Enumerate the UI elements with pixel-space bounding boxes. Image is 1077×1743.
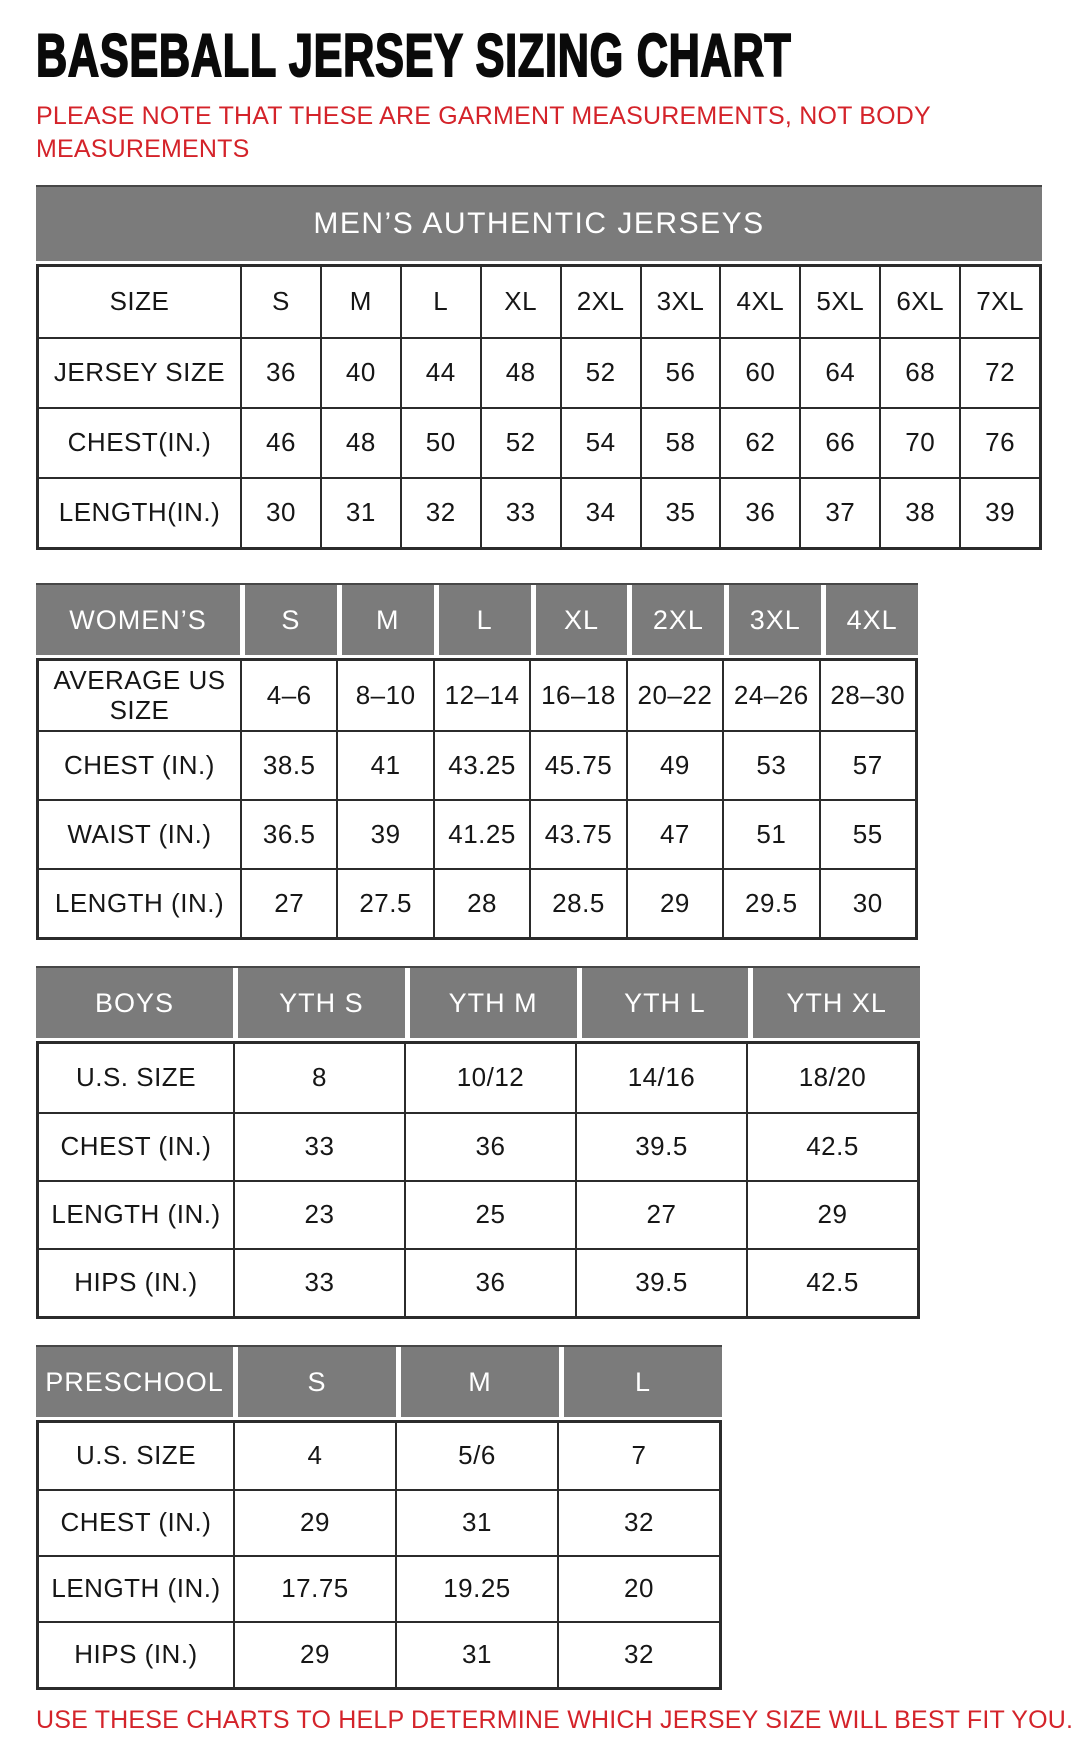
size-cell: 32 bbox=[557, 1491, 719, 1555]
size-cell: 28–30 bbox=[819, 661, 915, 730]
size-cell: 50 bbox=[400, 409, 480, 477]
womens-table-body bbox=[36, 658, 918, 940]
size-cell: 60 bbox=[719, 339, 799, 407]
size-cell: 41.25 bbox=[433, 801, 529, 868]
size-cell: 44 bbox=[400, 339, 480, 407]
size-cell: 53 bbox=[722, 732, 818, 799]
header-label-cell: BOYS bbox=[36, 968, 233, 1038]
row-cells bbox=[240, 409, 1039, 477]
table-row bbox=[39, 1248, 917, 1316]
size-cell: 48 bbox=[480, 339, 560, 407]
row-label: LENGTH (IN.) bbox=[54, 887, 225, 918]
size-cell: 66 bbox=[799, 409, 879, 477]
size-cell: 8–10 bbox=[336, 661, 432, 730]
row-cells bbox=[233, 1044, 917, 1112]
size-cell: 33 bbox=[233, 1114, 404, 1180]
size-cell: 5XL bbox=[799, 267, 879, 337]
row-cells bbox=[240, 801, 915, 868]
header-label-cell: PRESCHOOL bbox=[36, 1347, 233, 1417]
size-cell: 5/6 bbox=[395, 1423, 557, 1489]
size-cell: 37 bbox=[799, 479, 879, 547]
mens-size-table bbox=[36, 185, 1042, 550]
table-row bbox=[39, 267, 1039, 337]
size-cell: 20–22 bbox=[626, 661, 722, 730]
header-size-cell: L bbox=[564, 1347, 722, 1417]
size-cell: 36.5 bbox=[240, 801, 336, 868]
row-label: JERSEY SIZE bbox=[53, 357, 226, 388]
size-cell: 36 bbox=[404, 1114, 575, 1180]
size-cell: 29.5 bbox=[722, 870, 818, 937]
row-cells bbox=[240, 870, 915, 937]
size-cell: L bbox=[400, 267, 480, 337]
table-row bbox=[39, 730, 915, 799]
size-cell: 36 bbox=[240, 339, 320, 407]
row-cells bbox=[233, 1250, 917, 1316]
size-cell: 27.5 bbox=[336, 870, 432, 937]
garment-measurements-note: PLEASE NOTE THAT THESE ARE GARMENT MEASUREMENTS, NOT BODY MEASUREMENTS bbox=[36, 102, 931, 163]
size-cell: 52 bbox=[560, 339, 640, 407]
footer-advice-text: USE THESE CHARTS TO HELP DETERMINE WHICH JERSEY SIZE WILL BEST FIT YOU. bbox=[36, 1706, 1074, 1734]
size-cell: 33 bbox=[480, 479, 560, 547]
size-cell: 45.75 bbox=[529, 732, 625, 799]
size-cell: 41 bbox=[336, 732, 432, 799]
mens-table-body bbox=[36, 264, 1042, 550]
row-cells bbox=[233, 1114, 917, 1180]
size-cell: 55 bbox=[819, 801, 915, 868]
size-cell: 56 bbox=[640, 339, 720, 407]
header-size-cell: YTH L bbox=[582, 968, 749, 1038]
size-cell: 19.25 bbox=[395, 1557, 557, 1621]
header-size-cells bbox=[240, 585, 918, 655]
boys-table-body bbox=[36, 1041, 920, 1319]
size-cell: 43.25 bbox=[433, 732, 529, 799]
row-cells bbox=[240, 732, 915, 799]
size-cell: 30 bbox=[240, 479, 320, 547]
size-cell: 51 bbox=[722, 801, 818, 868]
size-cell: 64 bbox=[799, 339, 879, 407]
size-cell: 27 bbox=[240, 870, 336, 937]
row-label: WAIST (IN.) bbox=[67, 818, 212, 849]
row-cells bbox=[240, 661, 915, 730]
size-cell: 17.75 bbox=[233, 1557, 395, 1621]
size-cell: 2XL bbox=[560, 267, 640, 337]
table-row bbox=[39, 1621, 719, 1687]
header-size-cell: 4XL bbox=[826, 585, 918, 655]
preschool-size-table bbox=[36, 1345, 722, 1690]
header-size-cell: 3XL bbox=[729, 585, 821, 655]
row-label: CHEST (IN.) bbox=[60, 1131, 212, 1162]
size-cell: 18/20 bbox=[746, 1044, 917, 1112]
size-cell: 16–18 bbox=[529, 661, 625, 730]
row-label: HIPS (IN.) bbox=[74, 1639, 198, 1670]
size-cell: 12–14 bbox=[433, 661, 529, 730]
size-cell: 20 bbox=[557, 1557, 719, 1621]
header-size-cell: S bbox=[238, 1347, 396, 1417]
size-cell: 42.5 bbox=[746, 1250, 917, 1316]
size-cell: 76 bbox=[959, 409, 1039, 477]
table-row bbox=[39, 868, 915, 937]
header-size-cells bbox=[233, 968, 920, 1038]
size-cell: S bbox=[240, 267, 320, 337]
header-size-cell: L bbox=[439, 585, 531, 655]
row-cells bbox=[233, 1182, 917, 1248]
table-row bbox=[39, 407, 1039, 477]
size-cell: 28 bbox=[433, 870, 529, 937]
size-cell: 39.5 bbox=[575, 1250, 746, 1316]
size-cell: 39 bbox=[336, 801, 432, 868]
size-cell: 34 bbox=[560, 479, 640, 547]
boys-size-table bbox=[36, 966, 920, 1319]
table-row bbox=[39, 1112, 917, 1180]
row-label: CHEST(IN.) bbox=[67, 427, 212, 458]
size-cell: 52 bbox=[480, 409, 560, 477]
size-cell: 49 bbox=[626, 732, 722, 799]
boys-table-header bbox=[36, 966, 920, 1038]
header-size-cell: YTH M bbox=[410, 968, 577, 1038]
size-cell: 42.5 bbox=[746, 1114, 917, 1180]
size-cell: 62 bbox=[719, 409, 799, 477]
row-label: U.S. SIZE bbox=[75, 1062, 197, 1093]
row-label: CHEST (IN.) bbox=[64, 749, 215, 780]
mens-table-banner: MEN’S AUTHENTIC JERSEYS bbox=[36, 185, 1042, 261]
womens-table-header bbox=[36, 583, 918, 655]
size-cell: 70 bbox=[879, 409, 959, 477]
size-cell: 58 bbox=[640, 409, 720, 477]
size-cell: 29 bbox=[746, 1182, 917, 1248]
row-label: AVERAGE US SIZE bbox=[53, 665, 226, 725]
size-cell: 4–6 bbox=[240, 661, 336, 730]
row-cells bbox=[233, 1423, 719, 1489]
size-cell: XL bbox=[480, 267, 560, 337]
header-size-cell: M bbox=[401, 1347, 559, 1417]
table-row bbox=[39, 1423, 719, 1489]
row-label: HIPS (IN.) bbox=[74, 1267, 198, 1298]
size-cell: 46 bbox=[240, 409, 320, 477]
size-cell: 14/16 bbox=[575, 1044, 746, 1112]
row-label: U.S. SIZE bbox=[75, 1440, 197, 1471]
row-label: LENGTH (IN.) bbox=[51, 1199, 221, 1230]
size-cell: 31 bbox=[395, 1491, 557, 1555]
row-label: LENGTH(IN.) bbox=[58, 497, 221, 528]
header-size-cells bbox=[233, 1347, 722, 1417]
row-label: CHEST (IN.) bbox=[60, 1507, 212, 1538]
size-cell: 29 bbox=[626, 870, 722, 937]
size-cell: 36 bbox=[404, 1250, 575, 1316]
size-cell: 68 bbox=[879, 339, 959, 407]
row-cells bbox=[240, 267, 1039, 337]
table-row bbox=[39, 1180, 917, 1248]
size-cell: 27 bbox=[575, 1182, 746, 1248]
size-cell: 40 bbox=[320, 339, 400, 407]
header-size-cell: M bbox=[342, 585, 434, 655]
header-size-cell: 2XL bbox=[632, 585, 724, 655]
size-cell: 10/12 bbox=[404, 1044, 575, 1112]
header-size-cell: S bbox=[245, 585, 337, 655]
womens-size-table bbox=[36, 583, 918, 940]
size-cell: 31 bbox=[320, 479, 400, 547]
row-cells bbox=[240, 339, 1039, 407]
table-row bbox=[39, 1555, 719, 1621]
size-cell: 39 bbox=[959, 479, 1039, 547]
table-row bbox=[39, 661, 915, 730]
size-cell: 36 bbox=[719, 479, 799, 547]
size-cell: 33 bbox=[233, 1250, 404, 1316]
size-cell: 39.5 bbox=[575, 1114, 746, 1180]
size-cell: 7XL bbox=[959, 267, 1039, 337]
size-cell: 43.75 bbox=[529, 801, 625, 868]
size-cell: 29 bbox=[233, 1491, 395, 1555]
size-cell: 4 bbox=[233, 1423, 395, 1489]
table-row bbox=[39, 799, 915, 868]
size-cell: 3XL bbox=[640, 267, 720, 337]
size-cell: 23 bbox=[233, 1182, 404, 1248]
size-cell: 57 bbox=[819, 732, 915, 799]
size-cell: 24–26 bbox=[722, 661, 818, 730]
size-cell: 25 bbox=[404, 1182, 575, 1248]
size-cell: 54 bbox=[560, 409, 640, 477]
size-cell: 29 bbox=[233, 1623, 395, 1687]
row-cells bbox=[240, 479, 1039, 547]
size-cell: 38 bbox=[879, 479, 959, 547]
table-row bbox=[39, 1489, 719, 1555]
size-cell: 8 bbox=[233, 1044, 404, 1112]
row-cells bbox=[233, 1491, 719, 1555]
size-cell: M bbox=[320, 267, 400, 337]
size-cell: 4XL bbox=[719, 267, 799, 337]
preschool-table-header bbox=[36, 1345, 722, 1417]
header-size-cell: XL bbox=[536, 585, 628, 655]
row-label: SIZE bbox=[109, 286, 170, 317]
row-label: LENGTH (IN.) bbox=[51, 1573, 221, 1604]
table-row bbox=[39, 1044, 917, 1112]
size-cell: 48 bbox=[320, 409, 400, 477]
size-cell: 32 bbox=[400, 479, 480, 547]
size-cell: 38.5 bbox=[240, 732, 336, 799]
header-size-cell: YTH S bbox=[238, 968, 405, 1038]
size-cell: 6XL bbox=[879, 267, 959, 337]
size-cell: 31 bbox=[395, 1623, 557, 1687]
header-size-cell: YTH XL bbox=[753, 968, 920, 1038]
header-label-cell: WOMEN’S bbox=[36, 585, 240, 655]
row-cells bbox=[233, 1623, 719, 1687]
table-row bbox=[39, 337, 1039, 407]
size-cell: 28.5 bbox=[529, 870, 625, 937]
size-cell: 30 bbox=[819, 870, 915, 937]
size-cell: 72 bbox=[959, 339, 1039, 407]
table-row bbox=[39, 477, 1039, 547]
row-cells bbox=[233, 1557, 719, 1621]
size-cell: 32 bbox=[557, 1623, 719, 1687]
preschool-table-body bbox=[36, 1420, 722, 1690]
size-cell: 7 bbox=[557, 1423, 719, 1489]
page-title: BASEBALL JERSEY SIZING CHART bbox=[36, 22, 792, 89]
size-cell: 47 bbox=[626, 801, 722, 868]
size-cell: 35 bbox=[640, 479, 720, 547]
